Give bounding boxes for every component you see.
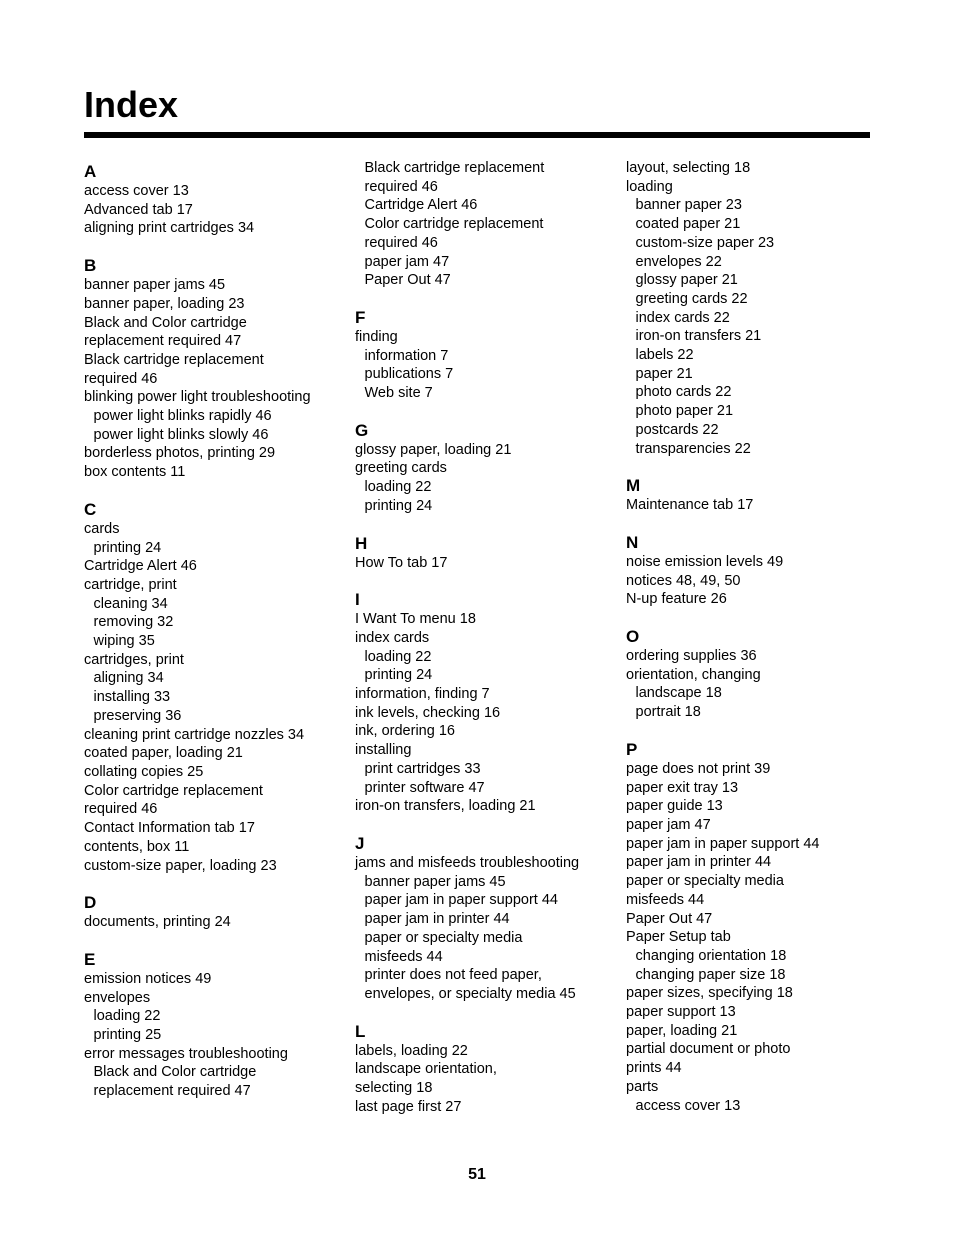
section-letter: D: [84, 893, 97, 913]
index-section: [626, 740, 886, 1115]
index-subentry: paper jam 47: [364, 253, 450, 270]
index-entry: orientation, changing: [626, 666, 761, 683]
index-entry: last page first 27: [355, 1098, 462, 1115]
index-entry: paper or specialty media: [626, 873, 784, 890]
index-subentry: Color cartridge replacement: [364, 216, 544, 233]
index-entry: parts: [626, 1078, 659, 1095]
index-entry: Paper Setup tab: [626, 929, 731, 946]
index-section: [84, 162, 344, 238]
index-entry: paper sizes, specifying 18: [626, 985, 793, 1002]
index-subentry: landscape 18: [635, 685, 722, 702]
index-entry: landscape orientation,: [355, 1061, 497, 1078]
index-entry: finding: [355, 328, 398, 345]
index-entry: loading: [626, 178, 673, 195]
index-entry: Advanced tab 17: [84, 201, 193, 218]
index-subentry: aligning 34: [93, 670, 164, 687]
section-letter: L: [355, 1021, 366, 1041]
index-subentry: changing orientation 18: [635, 947, 787, 964]
index-subentry: paper 21: [635, 365, 693, 382]
page-title: Index: [84, 84, 179, 125]
index-entry: box contents 11: [84, 464, 186, 481]
index-entry: Maintenance tab 17: [626, 497, 754, 514]
index-section: [355, 159, 615, 290]
index-subentry: removing 32: [93, 614, 174, 631]
index-section: [355, 1022, 615, 1117]
index-subentry: paper jam in paper support 44: [364, 892, 558, 909]
index-subentry: loading 22: [93, 1008, 161, 1025]
index-entry: paper support 13: [626, 1004, 736, 1021]
index-subentry: cleaning 34: [93, 595, 168, 612]
index-entry: paper jam 47: [626, 816, 711, 833]
index-subentry: coated paper 21: [635, 216, 741, 233]
index-subentry: iron-on transfers 21: [635, 328, 762, 345]
index-entry: paper jam in printer 44: [626, 854, 772, 871]
index-entry: Black and Color cartridge: [84, 314, 247, 331]
index-section: [355, 534, 615, 573]
index-subentry: Cartridge Alert 46: [364, 197, 478, 214]
index-subentry: printer software 47: [364, 779, 485, 796]
index-section: [84, 950, 344, 1101]
index-entry: coated paper, loading 21: [84, 745, 243, 762]
index-entry: Contact Information tab 17: [84, 820, 255, 837]
index-entry: labels, loading 22: [355, 1042, 468, 1059]
index-entry: notices 48, 49, 50: [626, 572, 741, 589]
index-section: [84, 893, 344, 932]
index-section: [355, 421, 615, 516]
index-subentry: wiping 35: [93, 633, 155, 650]
section-letter: C: [84, 499, 97, 519]
index-entry: How To tab 17: [355, 554, 448, 571]
index-entry: layout, selecting 18: [626, 160, 751, 176]
index-entry: banner paper jams 45: [84, 277, 226, 294]
section-letter: M: [626, 476, 641, 496]
index-subentry: envelopes 22: [635, 253, 722, 270]
index-entry: I Want To menu 18: [355, 611, 476, 628]
index-entry: installing: [355, 742, 412, 759]
index-subentry: Web site 7: [364, 385, 433, 402]
section-letter: E: [84, 949, 96, 969]
index-subentry: photo cards 22: [635, 384, 732, 401]
index-subentry: installing 33: [93, 689, 171, 706]
index-subentry: required 46: [364, 234, 438, 251]
index-section: [355, 308, 615, 403]
index-subentry: publications 7: [364, 366, 454, 383]
index-entry: iron-on transfers, loading 21: [355, 798, 536, 815]
index-subentry: photo paper 21: [635, 403, 734, 420]
index-entry: replacement required 47: [84, 333, 242, 350]
index-subentry: paper jam in printer 44: [364, 911, 510, 928]
index-subentry: preserving 36: [93, 707, 182, 724]
index-entry: paper guide 13: [626, 798, 723, 815]
index-subentry: power light blinks rapidly 46: [93, 408, 272, 425]
section-letter: G: [355, 420, 369, 440]
index-entry: documents, printing 24: [84, 914, 231, 931]
index-entry: cartridge, print: [84, 576, 177, 593]
index-entry: borderless photos, printing 29: [84, 445, 276, 462]
index-entry: Black cartridge replacement: [84, 351, 264, 368]
index-entry: N-up feature 26: [626, 591, 727, 608]
index-entry: access cover 13: [84, 183, 189, 199]
index-entry: banner paper, loading 23: [84, 295, 245, 312]
index-section: [355, 834, 615, 1004]
index-entry: ink, ordering 16: [355, 723, 455, 740]
index-entry: custom-size paper, loading 23: [84, 857, 277, 874]
index-entry: Color cartridge replacement: [84, 782, 263, 799]
index-entry: index cards: [355, 629, 430, 646]
index-subentry: printing 24: [364, 667, 433, 684]
index-subentry: printing 24: [93, 539, 162, 556]
index-section: [626, 476, 886, 515]
index-subentry: required 46: [364, 178, 438, 195]
index-entry: envelopes: [84, 989, 151, 1006]
index-subentry: Black and Color cartridge: [93, 1064, 257, 1081]
index-subentry: access cover 13: [635, 1097, 741, 1114]
index-subentry: transparencies 22: [635, 440, 751, 457]
index-subentry: custom-size paper 23: [635, 234, 775, 251]
index-entry: contents, box 11: [84, 838, 190, 855]
index-subentry: labels 22: [635, 347, 694, 364]
index-entry: paper jam in paper support 44: [626, 835, 820, 852]
index-subentry: postcards 22: [635, 421, 719, 438]
title-rule: [84, 132, 870, 138]
index-entry: aligning print cartridges 34: [84, 220, 255, 237]
index-subentry: power light blinks slowly 46: [93, 426, 269, 443]
index-column-2: [355, 159, 615, 1116]
index-subentry: printer does not feed paper,: [364, 967, 542, 984]
section-letter: P: [626, 739, 638, 759]
index-entry: partial document or photo: [626, 1041, 791, 1058]
index-subentry: envelopes, or specialty media 45: [364, 985, 576, 1002]
section-letter: N: [626, 532, 639, 552]
index-subentry: loading 22: [364, 648, 432, 665]
index-subentry: information 7: [364, 347, 449, 364]
index-subentry: glossy paper 21: [635, 272, 738, 289]
page-number: 51: [468, 1166, 486, 1183]
index-subentry: paper or specialty media: [364, 929, 523, 946]
index-subentry: greeting cards 22: [635, 290, 748, 307]
section-letter: H: [355, 533, 368, 553]
index-subentry: misfeeds 44: [364, 948, 443, 965]
index-entry: misfeeds 44: [626, 891, 705, 908]
index-entry: ordering supplies 36: [626, 648, 757, 665]
index-subentry: printing 24: [364, 497, 433, 514]
index-subentry: printing 25: [93, 1027, 162, 1044]
section-letter: B: [84, 256, 97, 276]
index-subentry: banner paper 23: [635, 197, 742, 214]
section-letter: J: [355, 833, 365, 853]
index-entry: Cartridge Alert 46: [84, 558, 197, 575]
index-entry: prints 44: [626, 1060, 682, 1077]
index-subentry: loading 22: [364, 479, 432, 496]
index-entry: greeting cards: [355, 460, 447, 477]
index-entry: glossy paper, loading 21: [355, 441, 512, 458]
index-section: [355, 590, 615, 816]
section-letter: A: [84, 162, 97, 181]
index-subentry: replacement required 47: [93, 1083, 251, 1100]
index-section: [626, 627, 886, 722]
index-entry: page does not print 39: [626, 760, 771, 777]
index-entry: selecting 18: [355, 1080, 433, 1097]
index-entry: Paper Out 47: [626, 910, 713, 927]
index-section: [84, 500, 344, 875]
index-entry: error messages troubleshooting: [84, 1045, 288, 1062]
index-entry: blinking power light troubleshooting: [84, 389, 311, 406]
index-subentry: portrait 18: [635, 704, 701, 721]
index-section: [84, 256, 344, 482]
index-entry: cartridges, print: [84, 651, 184, 668]
index-entry: information, finding 7: [355, 686, 490, 703]
index-entry: noise emission levels 49: [626, 553, 784, 570]
index-subentry: Black cartridge replacement: [364, 160, 545, 176]
index-entry: required 46: [84, 370, 158, 387]
index-section: [626, 159, 886, 458]
index-section: [626, 533, 886, 609]
index-entry: paper exit tray 13: [626, 779, 739, 796]
index-entry: paper, loading 21: [626, 1022, 738, 1039]
index-column-1: [84, 162, 344, 1101]
index-entry: required 46: [84, 801, 158, 818]
index-subentry: print cartridges 33: [364, 760, 481, 777]
index-subentry: changing paper size 18: [635, 966, 786, 983]
index-subentry: index cards 22: [635, 309, 730, 326]
section-letter: F: [355, 307, 366, 327]
section-letter: O: [626, 627, 640, 647]
index-subentry: banner paper jams 45: [364, 873, 506, 890]
index-entry: collating copies 25: [84, 763, 204, 780]
index-subentry: Paper Out 47: [364, 272, 451, 289]
index-entry: emission notices 49: [84, 970, 212, 987]
index-entry: cleaning print cartridge nozzles 34: [84, 726, 305, 743]
index-entry: jams and misfeeds troubleshooting: [355, 854, 580, 871]
index-column-3: [626, 159, 886, 1115]
section-letter: I: [355, 590, 360, 610]
index-entry: ink levels, checking 16: [355, 704, 501, 721]
index-entry: cards: [84, 520, 120, 537]
